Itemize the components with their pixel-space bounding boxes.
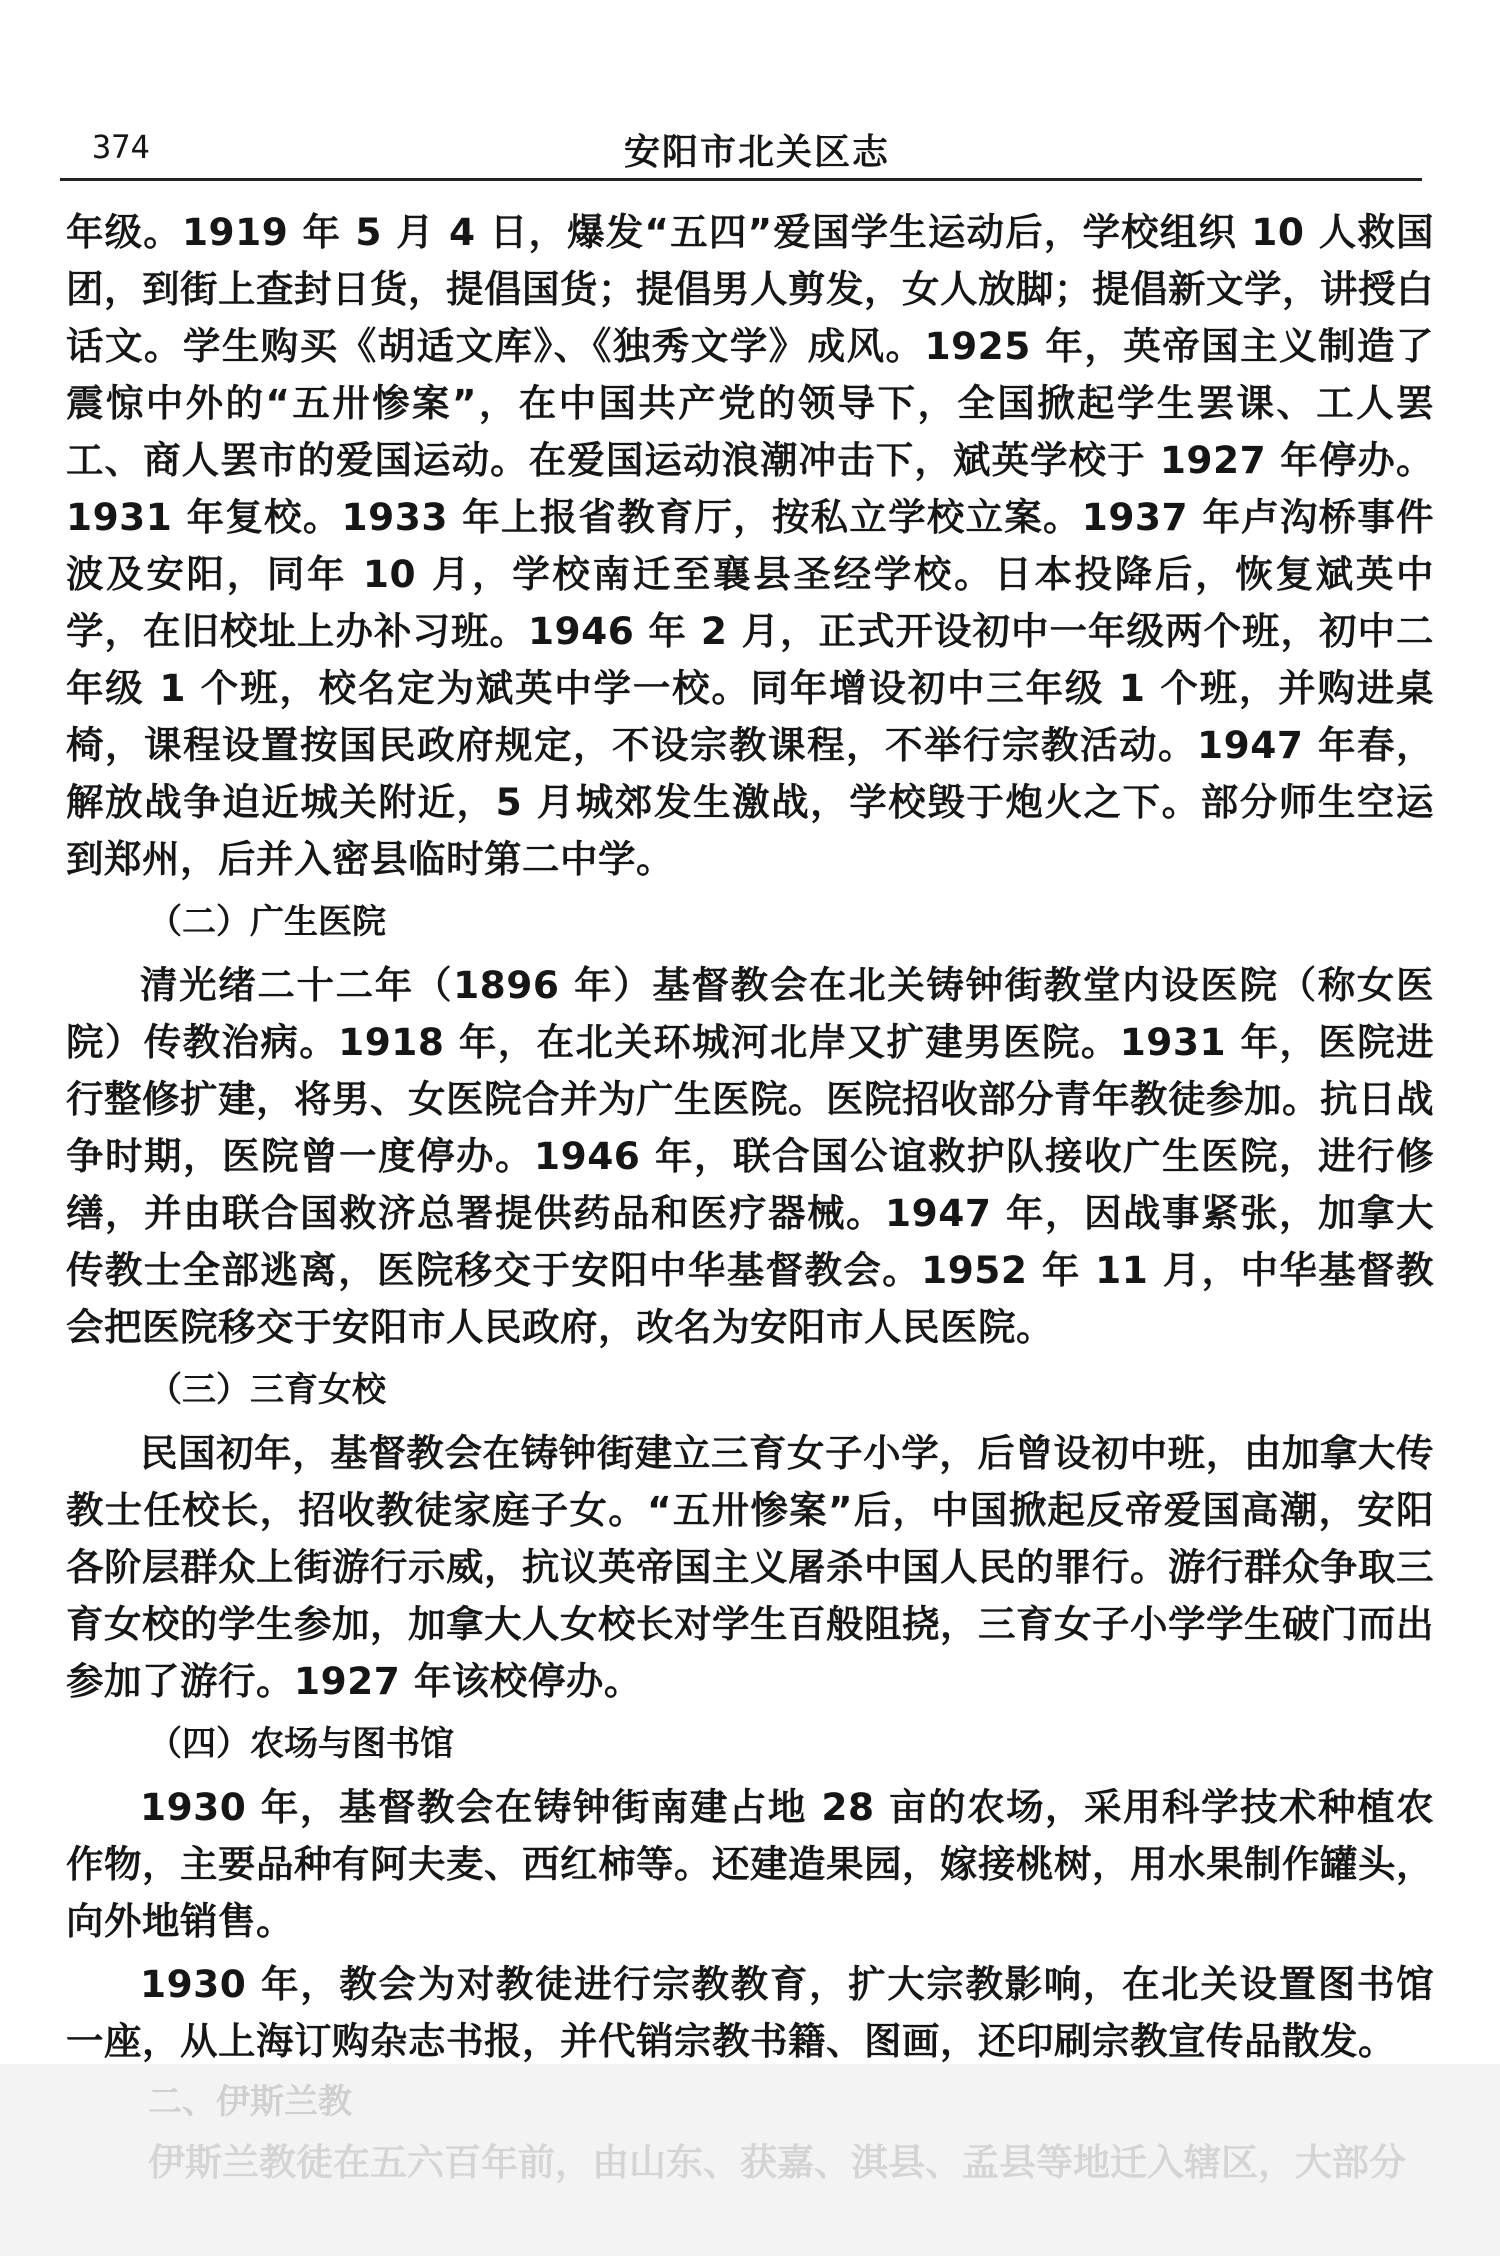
page-header — [92, 120, 1422, 180]
paragraph-farm: 1930 年，基督教会在铸钟街南建占地 28 亩的农场，采用科学技术种植农作物，主要品种有阿夫麦、西红柿等。还建造果园，嫁接桃树，用水果制作罐头，向外地销售。 — [66, 1785, 1434, 1943]
section-heading-farm-and-library: （四）农场与图书馆 — [148, 1724, 454, 1764]
book-title: 安阳市北关区志 — [623, 132, 890, 173]
header-rule — [60, 178, 1422, 181]
paragraph-library: 1930 年，教会为对教徒进行宗教教育，扩大宗教影响，在北关设置图书馆一座，从上海订购杂志书报，并代销宗教书籍、图画，还印刷宗教宣传品散发。 — [66, 1962, 1434, 2063]
section-heading-guangsheng-hospital: （二）广生医院 — [148, 902, 386, 942]
section-heading-sanyu-girls-school: （三）三育女校 — [148, 1370, 386, 1410]
paragraph-sanyu-girls-school: 民国初年，基督教会在铸钟街建立三育女子小学，后曾设初中班，由加拿大传教士任校长，招收教徒家庭子女。“五卅惨案”后，中国掀起反帝爱国高潮，安阳各阶层群众上街游行示威，抗议英帝国主义屠杀中国人民的罪行。游行群众争取三育女校的学生参加，加拿大人女校长对学生百般阻挠，三育女子小学学生破门而出参加了游行。1927 年该校停办。 — [66, 1431, 1434, 1703]
next-page-text: 伊斯兰教徒在五六百年前，由山东、获嘉、淇县、孟县等地迁入辖区，大部分 — [148, 2141, 1406, 2184]
paragraph-guangsheng-hospital: 清光绪二十二年（1896 年）基督教会在北关铸钟街教堂内设医院（称女医院）传教治病。1918 年，在北关环城河北岸又扩建男医院。1931 年，医院进行整修扩建，将男、女医院合并为广生医院。医院招收部分青年教徒参加。抗日战争时期，医院曾一度停办。1946 年，联合国公谊救护队接收广生医院，进行修缮，并由联合国救济总署提供药品和医疗器械。1947 年，因战事紧张，加拿大传教士全部逃离，医院移交于安阳中华基督教会。1952 年 11 月，中华基督教会把医院移交于安阳市人民政府，改名为安阳市人民医院。 — [66, 963, 1434, 1349]
next-page-heading: 二、伊斯兰教 — [148, 2082, 352, 2122]
page-body — [66, 204, 1434, 2070]
page-number: 374 — [92, 128, 150, 166]
paragraph-school-history: 年级。1919 年 5 月 4 日，爆发“五四”爱国学生运动后，学校组织 10 人救国团，到街上查封日货，提倡国货；提倡男人剪发，女人放脚；提倡新文学，讲授白话文。学生购买《胡适文库》、《独秀文学》成风。1925 年，英帝国主义制造了震惊中外的“五卅惨案”，在中国共产党的领导下，全国掀起学生罢课、工人罢工、商人罢市的爱国运动。在爱国运动浪潮冲击下，斌英学校于 1927 年停办。1931 年复校。1933 年上报省教育厅，按私立学校立案。1937 年卢沟桥事件波及安阳，同年 10 月，学校南迁至襄县圣经学校。日本投降后，恢复斌英中学，在旧校址上办补习班。1946 年 2 月，正式开设初中一年级两个班，初中二年级 1 个班，校名定为斌英中学一校。同年增设初中三年级 1 个班，并购进桌椅，课程设置按国民政府规定，不设宗教课程，不举行宗教活动。1947 年春，解放战争迫近城关附近，5 月城郊发生激战，学校毁于炮火之下。部分师生空运到郑州，后并入密县临时第二中学。 — [66, 210, 1434, 881]
